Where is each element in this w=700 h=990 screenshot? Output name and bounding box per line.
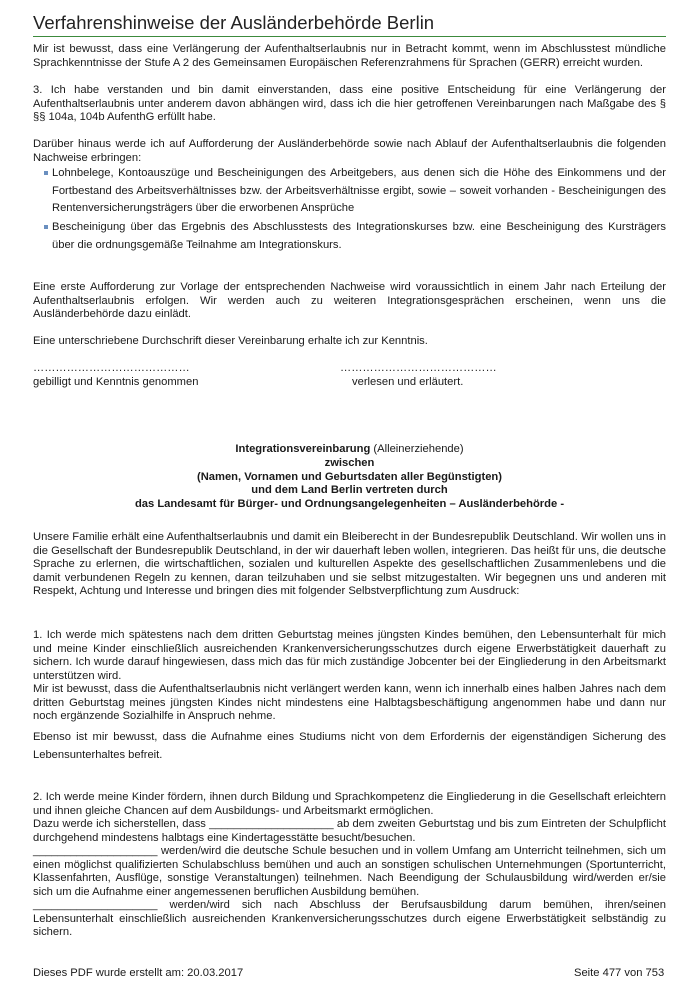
heading-line-3: (Namen, Vornamen und Geburtsdaten aller Begünstigten) bbox=[196, 470, 502, 483]
paragraph-point-1: 1. Ich werde mich spätestens nach dem dritten Geburtstag meines jüngsten Kindes bemühen, den Lebensunterhalt für mich und meine Kinder einschließlich ausreichenden Krankenversicherungsschutzes durch eigene Erwerbstätigkeit dauerhaft zu sichern. Ich wurde darauf hingewiesen, dass mich das für mich zuständige Jobcenter bei der Eingliederung in den Arbeitsmarkt unterstützen wird. bbox=[33, 629, 666, 682]
footer-page-number: Seite 477 von 753 bbox=[574, 967, 665, 979]
bullet-square-icon bbox=[44, 171, 48, 175]
title-divider bbox=[33, 36, 666, 37]
signature-right-label: verlesen und erläutert. bbox=[352, 376, 464, 388]
list-item bbox=[33, 219, 666, 254]
paragraph-halbtags: Mir ist bewusst, dass die Aufenthaltserlaubnis nicht verlängert werden kann, wenn ich innerhalb eines halben Jahres nach dem dritten Geburtstag meines jüngsten Kindes nicht mindestens eine Halbtagsbeschäftigung angenommen habe und dann nur noch ergänzende Sozialhilfe in Anspruch nehme. bbox=[33, 683, 666, 723]
heading-line-4: und dem Land Berlin vertreten durch bbox=[251, 484, 448, 497]
paragraph-durchschrift: Eine unterschriebene Durchschrift dieser Vereinbarung erhalte ich zur Kenntnis. bbox=[33, 335, 428, 347]
paragraph-sprachkenntnisse: Mir ist bewusst, dass eine Verlängerung der Aufenthaltserlaubnis nur in Betracht kommt, wenn im Abschlusstest mündliche Sprachkenntnisse der Stufe A 2 des Gemeinsamen Europäischen Referenzrahmens für Sprachen (GERR) erreicht wurden. bbox=[33, 43, 666, 69]
heading-line-2: zwischen bbox=[324, 456, 375, 469]
signature-right-line: …………………………………… bbox=[340, 362, 497, 374]
heading-line-5: das Landesamt für Bürger- und Ordnungsangelegenheiten – Ausländerbehörde - bbox=[134, 498, 565, 511]
footer-created-date: Dieses PDF wurde erstellt am: 20.03.2017 bbox=[33, 967, 244, 979]
list-item bbox=[33, 165, 666, 218]
signature-left-line: …………………………………… bbox=[33, 362, 190, 374]
paragraph-aufforderung: Eine erste Aufforderung zur Vorlage der entsprechenden Nachweise wird voraussichtlich in einem Jahr nach Erteilung der Aufenthaltserlaubnis erfolgen. Wir werden auch zu weiteren Integrationsgesprächen erscheinen, wenn uns die Ausländerbehörde dazu einlädt. bbox=[33, 281, 666, 321]
paragraph-point-2: 2. Ich werde meine Kinder fördern, ihnen durch Bildung und Sprachkompetenz die Eingliederung in die Gesellschaft erleichtern und ihnen gleiche Chancen auf dem Ausbildungs- und Arbeitsmarkt ermöglichen. bbox=[33, 791, 666, 817]
signature-left-label: gebilligt und Kenntnis genommen bbox=[33, 376, 199, 388]
paragraph-kita: Dazu werde ich sicherstellen, dass ____________________ ab dem zweiten Geburtstag und bis zum Eintreten der Schulpflicht durchgehend mindestens halbtags eine Kindertagesstätte besucht/besuchen. bbox=[33, 818, 666, 844]
paragraph-schule: ____________________ werden/wird die deutsche Schule besuchen und in vollem Umfang am Unterricht teilnehmen, sich um einen möglichst qualifizierten Schulabschluss bemühen und auch an sonstigen schulischen Unternehmungen (Sportunterricht, Klassenfahrten, Ausflüge, sonstige Veranstaltungen) teilnehmen. Nach Beendigung der Schulausbildung wird/werden er/sie sich um die Aufnahme einer angemessenen beruflichen Ausbildung bemühen. bbox=[33, 845, 666, 898]
heading-line-1: Integrationsvereinbarung (Alleinerziehende) bbox=[235, 443, 464, 455]
paragraph-studium: Ebenso ist mir bewusst, dass die Aufnahme eines Studiums nicht von dem Erfordernis der eigenständigen Sicherung des Lebensunterhaltes befreit. bbox=[33, 731, 666, 761]
paragraph-berufsausbildung: ____________________ werden/wird sich nach Abschluss der Berufsausbildung darum bemühen, ihren/seinen Lebensunterhalt einschließlich ausreichenden Krankenversicherungsschutzes durch eigene Erwerbstätigkeit selbständig zu sichern. bbox=[33, 899, 666, 939]
page-title: Verfahrenshinweise der Ausländerbehörde Berlin bbox=[33, 12, 435, 33]
list-item-text: Lohnbelege, Kontoauszüge und Bescheinigungen des Arbeitgebers, aus denen sich die Höhe des Einkommens und der Fortbestand des Arbeitsverhältnisses bzw. der Arbeitsverhältnisse ergibt, sowie – soweit vorhanden - Bescheinigungen des Rentenversicherungsträgers über die erworbenen Ansprüche bbox=[52, 167, 666, 215]
paragraph-familie: Unsere Familie erhält eine Aufenthaltserlaubnis und damit ein Bleiberecht in der Bundesrepublik Deutschland. Wir wollen uns in die Gesellschaft der Bundesrepublik Deutschland, in der wir dauerhaft leben wollen, integrieren. Das heißt für uns, die deutsche Sprache zu erlernen, die wirtschaftlichen, sozialen und kulturellen Aspekte des gesellschaftlichen Zusammenlebens und die damit verbundenen Regeln zu kennen, daran teilzuhaben und sie selbst mitzugestalten. Wir begegnen uns und anderen mit Respekt, Achtung und Interesse und bringen dies mit folgender Selbstverpflichtung zum Ausdruck: bbox=[33, 531, 666, 598]
agreement-heading bbox=[33, 443, 666, 512]
paragraph-point-3: 3. Ich habe verstanden und bin damit einverstanden, dass eine positive Entscheidung für eine Verlängerung der Aufenthaltserlaubnis unter anderem davon abhängen wird, dass ich die hier getroffenen Vereinbarungen nach Maßgabe des § §§ 104a, 104b AufenthG erfüllt habe. bbox=[33, 84, 666, 124]
bullet-square-icon bbox=[44, 225, 48, 229]
paragraph-nachweise-intro: Darüber hinaus werde ich auf Aufforderung der Ausländerbehörde sowie nach Ablauf der Aufenthaltserlaubnis die folgenden Nachweise erbringen: bbox=[33, 138, 666, 164]
list-item-text: Bescheinigung über das Ergebnis des Abschlusstests des Integrationskurses bzw. eine Bescheinigung des Kursträgers über die ordnungsgemäße Teilnahme am Integrationskurs. bbox=[52, 221, 666, 251]
